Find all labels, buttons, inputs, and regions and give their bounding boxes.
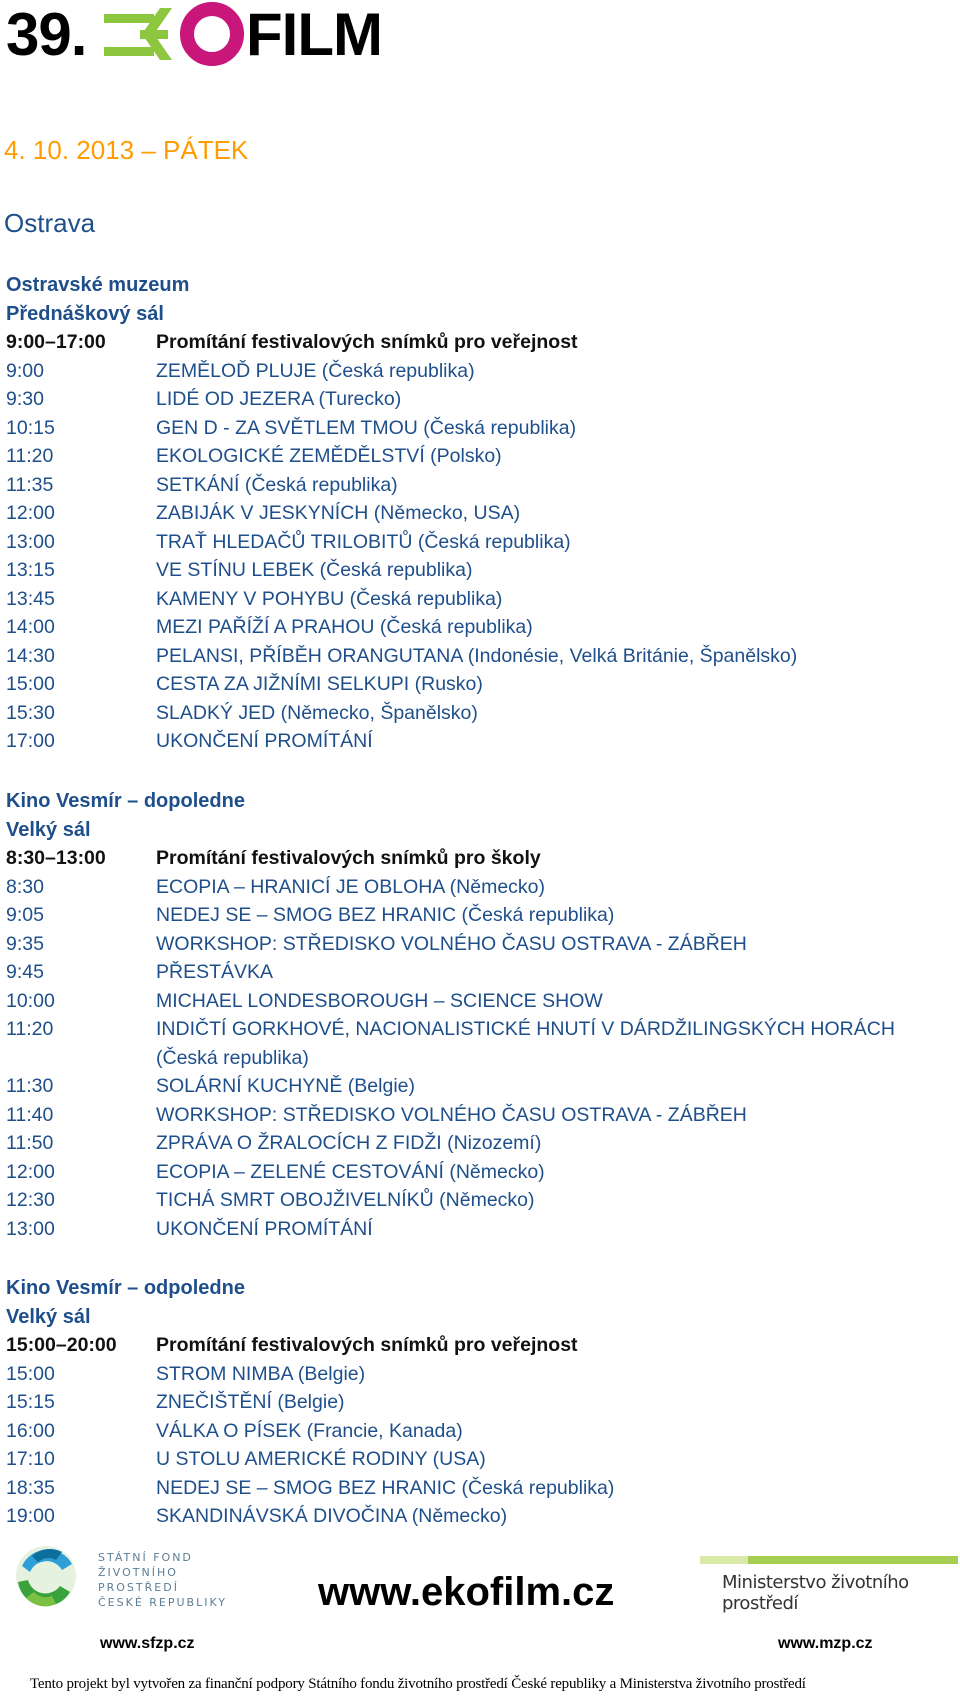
schedule-row — [6, 958, 906, 987]
time: 15:00 — [6, 673, 55, 695]
time: 14:00 — [6, 616, 55, 638]
schedule-row — [6, 1331, 906, 1360]
schedule-row — [6, 1101, 906, 1130]
event: WORKSHOP: STŘEDISKO VOLNÉHO ČASU OSTRAVA - ZÁBŘEH — [156, 932, 747, 955]
schedule-row — [6, 1445, 906, 1474]
logo-number: 39. — [6, 1, 87, 68]
time: 18:35 — [6, 1476, 55, 1499]
time: 17:00 — [6, 730, 55, 752]
venue-title: Kino Vesmír – odpoledne — [6, 1277, 245, 1299]
time: 13:00 — [6, 530, 55, 553]
schedule-row — [6, 699, 906, 728]
time: 15:30 — [6, 701, 55, 724]
event: ZNEČIŠTĚNÍ (Belgie) — [156, 1391, 345, 1413]
mzp-bar-icon — [700, 1556, 958, 1564]
schedule-section-dopoledne — [6, 787, 906, 1243]
time: 11:30 — [6, 1075, 54, 1097]
schedule-row — [6, 1015, 906, 1072]
schedule-row — [6, 528, 906, 557]
time: 9:00 — [6, 359, 44, 382]
ekofilm-website[interactable]: www.ekofilm.cz — [318, 1570, 615, 1614]
event: ECOPIA – HRANICÍ JE OBLOHA (Německo) — [156, 875, 546, 898]
schedule-row — [6, 1417, 906, 1446]
schedule-row — [6, 727, 906, 756]
schedule-row — [6, 901, 906, 930]
time: 11:20 — [6, 1018, 54, 1040]
sfzp-logo — [12, 1542, 262, 1612]
schedule-row — [6, 556, 906, 585]
event: ZPRÁVA O ŽRALOCÍCH Z FIDŽI (Nizozemí) — [156, 1132, 542, 1154]
event: ECOPIA – ZELENÉ CESTOVÁNÍ (Německo) — [156, 1160, 545, 1183]
time: 13:45 — [6, 587, 55, 610]
time: 8:30 — [6, 875, 44, 898]
event: INDIČTÍ GORKHOVÉ, NACIONALISTICKÉ HNUTÍ V DÁRDŽILINGSKÝCH HORÁCH (Česká republika) — [156, 1018, 895, 1069]
event: VÁLKA O PÍSEK (Francie, Kanada) — [156, 1419, 463, 1442]
schedule-section-muzeum — [6, 271, 906, 756]
time: 16:00 — [6, 1419, 55, 1442]
hall-title: Velký sál — [6, 1305, 91, 1328]
time: 8:30–13:00 — [6, 847, 106, 869]
schedule-row — [6, 1502, 906, 1531]
schedule-row — [6, 471, 906, 500]
schedule-row — [6, 357, 906, 386]
schedule-row — [6, 1388, 906, 1417]
event: UKONČENÍ PROMÍTÁNÍ — [156, 730, 373, 752]
event: SLADKÝ JED (Německo, Španělsko) — [156, 701, 478, 724]
sfzp-line: ČESKÉ REPUBLIKY — [98, 1596, 228, 1609]
time: 11:50 — [6, 1132, 54, 1154]
time: 19:00 — [6, 1505, 55, 1527]
event: MICHAEL LONDESBOROUGH – SCIENCE SHOW — [156, 989, 603, 1012]
time: 12:30 — [6, 1189, 55, 1211]
schedule-row — [6, 442, 906, 471]
venue-title: Ostravské muzeum — [6, 274, 190, 296]
mzp-label: Ministerstvo životního prostředí — [722, 1572, 909, 1614]
event: ZABIJÁK V JESKYNÍCH (Německo, USA) — [156, 502, 521, 524]
schedule-row — [6, 1158, 906, 1187]
event: Promítání festivalových snímků pro školy — [156, 847, 541, 869]
time: 9:05 — [6, 904, 44, 926]
hall-title: Velký sál — [6, 818, 91, 841]
schedule-row — [6, 585, 906, 614]
mzp-url[interactable]: www.mzp.cz — [778, 1635, 873, 1652]
eko-logo-icon — [102, 2, 248, 68]
event: Promítání festivalových snímků pro veřejnost — [156, 1334, 578, 1356]
time: 15:00 — [6, 1362, 55, 1385]
event: TICHÁ SMRT OBOJŽIVELNÍKŮ (Německo) — [156, 1189, 535, 1211]
schedule-row — [6, 1072, 906, 1101]
time: 10:15 — [6, 416, 55, 439]
time: 15:00–20:00 — [6, 1334, 117, 1356]
event: KAMENY V POHYBU (Česká republika) — [156, 587, 503, 610]
event: PŘESTÁVKA — [156, 961, 274, 983]
schedule-row — [6, 1474, 906, 1503]
schedule-row — [6, 328, 906, 357]
sfzp-name — [98, 1550, 262, 1610]
date-heading: 4. 10. 2013 – PÁTEK — [4, 135, 249, 165]
event: MEZI PAŘÍŽÍ A PRAHOU (Česká republika) — [156, 616, 533, 638]
event: VE STÍNU LEBEK (Česká republika) — [156, 559, 473, 581]
schedule-row — [6, 844, 906, 873]
event: GEN D - ZA SVĚTLEM TMOU (Česká republika) — [156, 416, 577, 439]
schedule-row — [6, 1215, 906, 1244]
event: ZEMĚLOĎ PLUJE (Česká republika) — [156, 359, 475, 382]
time: 10:00 — [6, 989, 55, 1012]
schedule-row — [6, 1360, 906, 1389]
time: 9:35 — [6, 932, 44, 955]
time: 13:15 — [6, 559, 55, 581]
city-heading: Ostrava — [4, 208, 96, 238]
schedule-row — [6, 499, 906, 528]
schedule-row — [6, 1129, 906, 1158]
hall-title: Přednáškový sál — [6, 302, 164, 325]
sfzp-line: STÁTNÍ FOND — [98, 1551, 193, 1564]
event: EKOLOGICKÉ ZEMĚDĚLSTVÍ (Polsko) — [156, 445, 502, 467]
event: STROM NIMBA (Belgie) — [156, 1362, 366, 1385]
schedule-row — [6, 873, 906, 902]
event: SOLÁRNÍ KUCHYNĚ (Belgie) — [156, 1075, 415, 1097]
schedule-row — [6, 1186, 906, 1215]
schedule-row — [6, 670, 906, 699]
event: Promítání festivalových snímků pro veřejnost — [156, 331, 578, 353]
event: SKANDINÁVSKÁ DIVOČINA (Německo) — [156, 1505, 508, 1527]
schedule-row — [6, 414, 906, 443]
time: 13:00 — [6, 1217, 55, 1240]
event: TRAŤ HLEDAČŮ TRILOBITŮ (Česká republika) — [156, 530, 571, 553]
time: 9:30 — [6, 388, 44, 410]
event: SETKÁNÍ (Česká republika) — [156, 473, 398, 496]
time: 11:35 — [6, 473, 54, 496]
schedule-row — [6, 930, 906, 959]
schedule-row — [6, 613, 906, 642]
time: 12:00 — [6, 1160, 55, 1183]
sfzp-url[interactable]: www.sfzp.cz — [100, 1635, 195, 1652]
event: LIDÉ OD JEZERA (Turecko) — [156, 388, 402, 410]
sfzp-line: ŽIVOTNÍHO PROSTŘEDÍ — [98, 1566, 179, 1594]
venue-title: Kino Vesmír – dopoledne — [6, 790, 245, 812]
logo-film-text: FILM — [246, 1, 382, 68]
ekofilm-logo — [6, 2, 446, 68]
time: 9:00–17:00 — [6, 331, 106, 353]
sfzp-globe-icon — [12, 1542, 84, 1610]
time: 17:10 — [6, 1448, 55, 1470]
schedule-row — [6, 987, 906, 1016]
schedule-row — [6, 385, 906, 414]
schedule-row — [6, 642, 906, 671]
time: 11:40 — [6, 1103, 54, 1126]
event: NEDEJ SE – SMOG BEZ HRANIC (Česká republika) — [156, 904, 615, 926]
event: WORKSHOP: STŘEDISKO VOLNÉHO ČASU OSTRAVA - ZÁBŘEH — [156, 1103, 747, 1126]
time: 15:15 — [6, 1391, 55, 1413]
time: 12:00 — [6, 502, 55, 524]
event: PELANSI, PŘÍBĚH ORANGUTANA (Indonésie, Velká Británie, Španělsko) — [156, 644, 798, 667]
event: NEDEJ SE – SMOG BEZ HRANIC (Česká republika) — [156, 1476, 615, 1499]
event: UKONČENÍ PROMÍTÁNÍ — [156, 1217, 373, 1240]
funding-credit: Tento projekt byl vytvořen za finanční podpory Státního fondu životního prostředí České republiky a Ministerstva životního prostředí — [30, 1676, 806, 1692]
time: 9:45 — [6, 961, 44, 983]
event: CESTA ZA JIŽNÍMI SELKUPI (Rusko) — [156, 673, 483, 695]
schedule-section-odpoledne — [6, 1274, 906, 1531]
event: U STOLU AMERICKÉ RODINY (USA) — [156, 1448, 486, 1470]
time: 11:20 — [6, 445, 54, 467]
time: 14:30 — [6, 644, 55, 667]
